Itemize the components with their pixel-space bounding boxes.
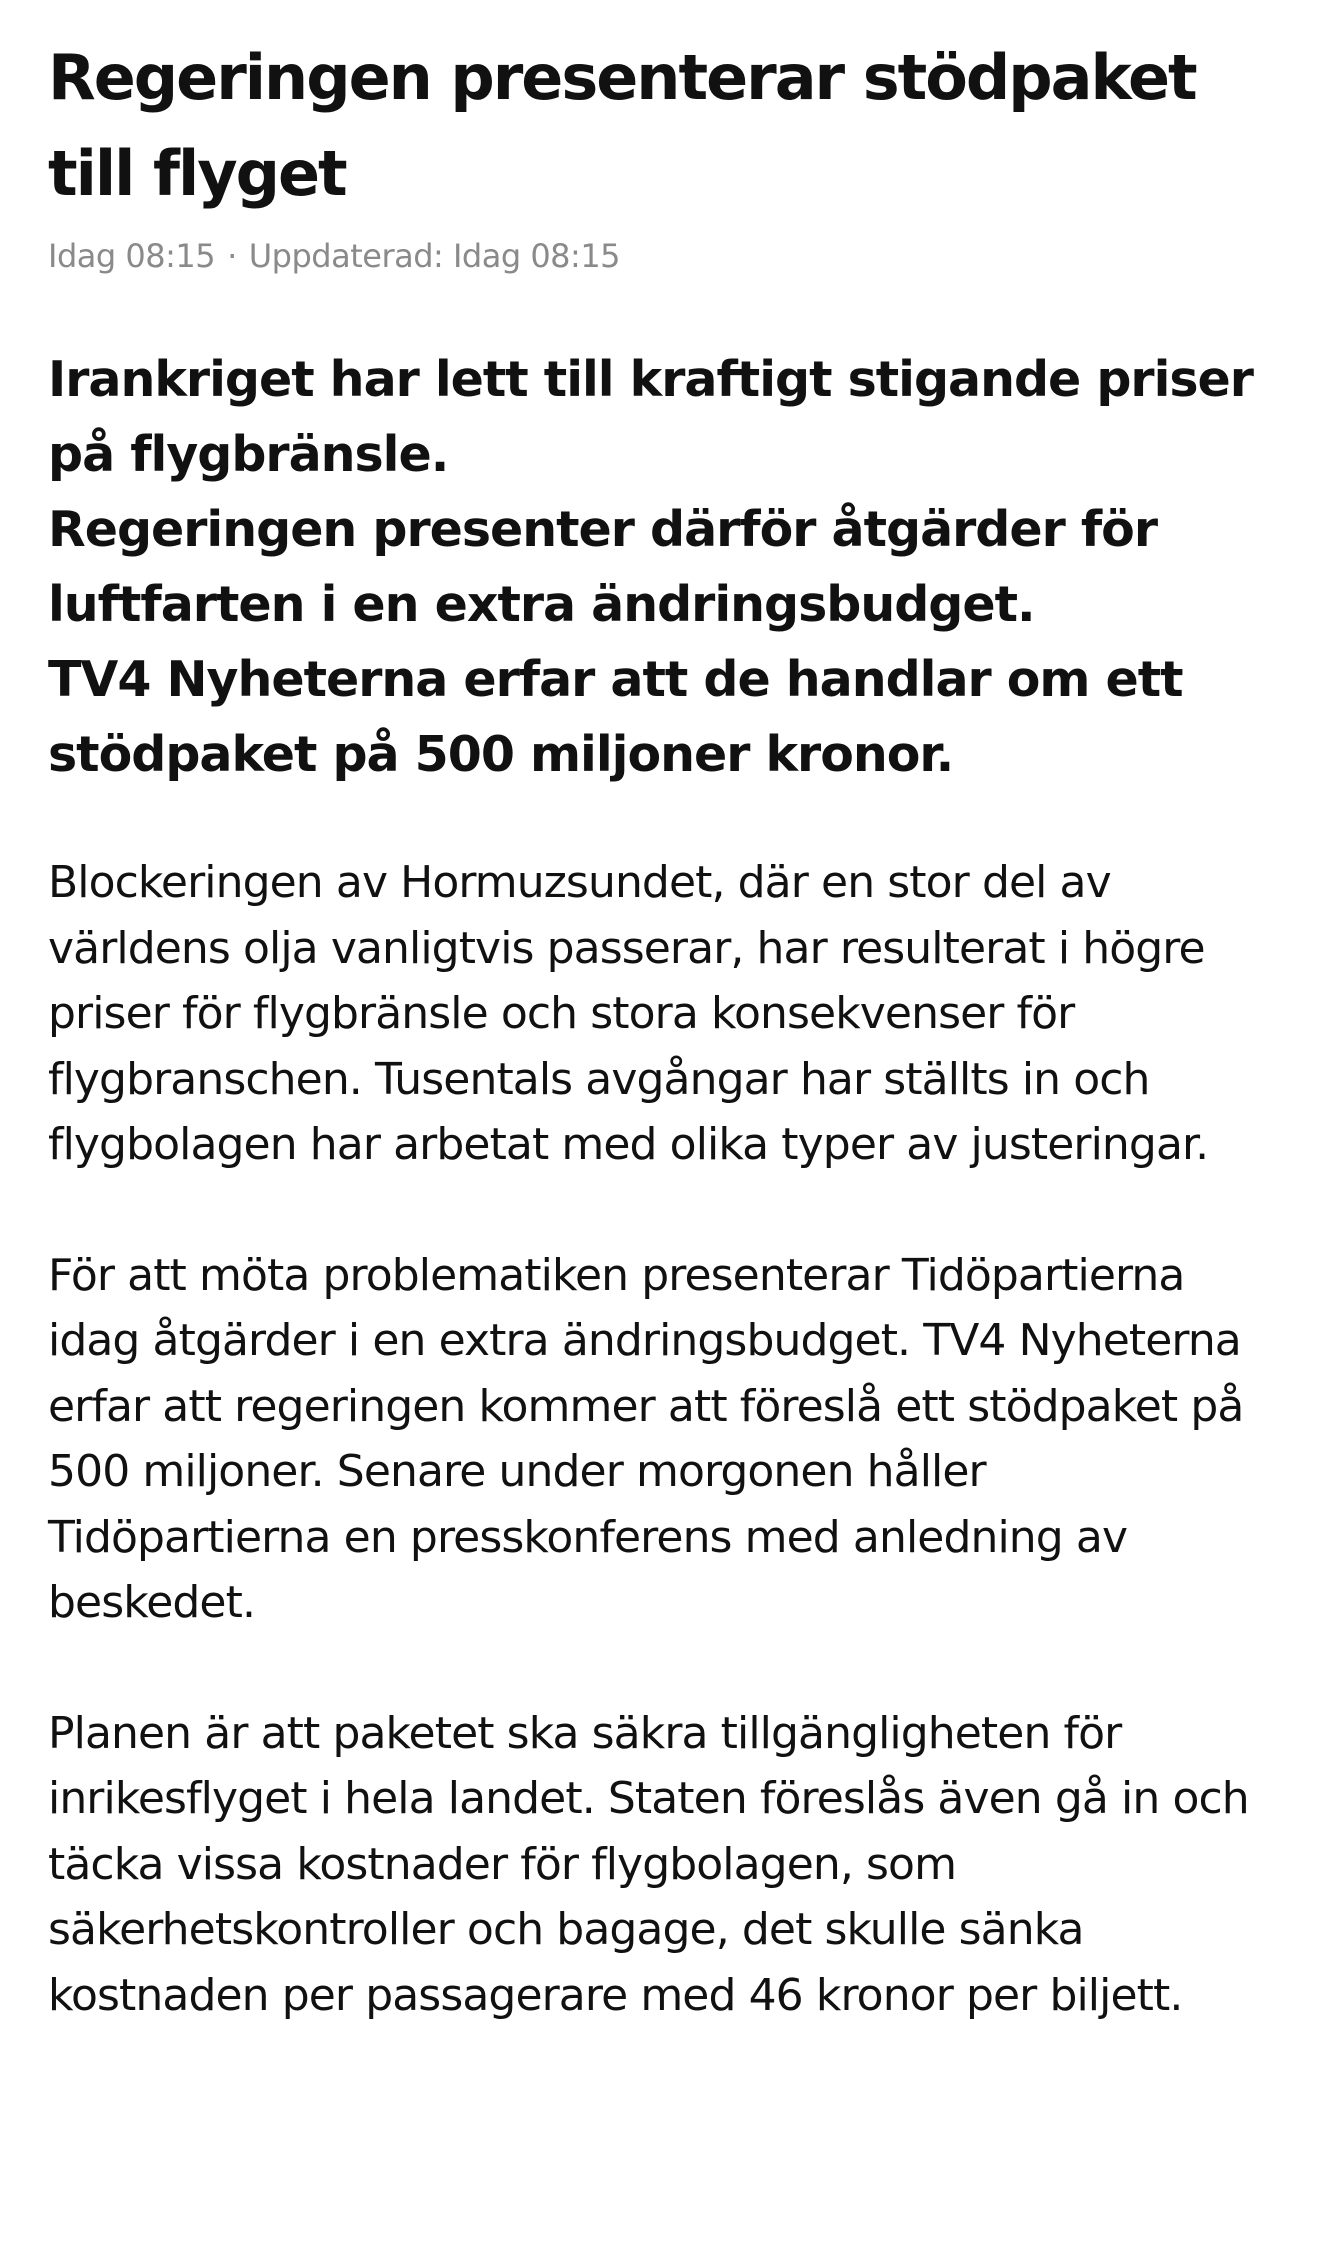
article-lead xyxy=(48,342,1272,792)
body-paragraph: Blockeringen av Hormuzsundet, där en stor del av världens olja vanligtvis passerar, har resulterat i högre priser för flygbränsle och stora konsekvenser för flygbranschen. Tusentals avgångar har ställts in och flygbolagen har arbetat med olika typer av justeringar. xyxy=(48,857,1209,1170)
meta-separator: · xyxy=(227,237,237,275)
article-body xyxy=(48,850,1272,2028)
bottom-fade xyxy=(0,2213,1320,2243)
lead-line: Irankriget har lett till kraftigt stigande priser på flygbränsle. xyxy=(48,351,1253,483)
published-time: Idag 08:15 xyxy=(48,237,216,275)
updated-time: Uppdaterad: Idag 08:15 xyxy=(248,237,621,275)
lead-line: Regeringen presenter därför åtgärder för luftfarten i en extra ändringsbudget. xyxy=(48,501,1157,633)
article-headline: Regeringen presenterar stödpaket till flyget xyxy=(48,41,1196,210)
article-meta xyxy=(48,234,1272,278)
lead-line: TV4 Nyheterna erfar att de handlar om ett stödpaket på 500 miljoner kronor. xyxy=(48,651,1183,783)
body-paragraph: För att möta problematiken presenterar Tidöpartierna idag åtgärder i en extra ändringsbudget. TV4 Nyheterna erfar att regeringen kommer att föreslå ett stödpaket på 500 miljoner. Senare under morgonen håller Tidöpartierna en presskonferens med anledning av beskedet. xyxy=(48,1249,1244,1628)
body-paragraph: Planen är att paketet ska säkra tillgängligheten för inrikesflyget i hela landet. Staten föreslås även gå in och täcka vissa kostnader för flygbolagen, som säkerhetskontroller och bagage, det skulle sänka kostnaden per passagerare med 46 kronor per biljett. xyxy=(48,1707,1249,2021)
news-article xyxy=(48,30,1272,2093)
